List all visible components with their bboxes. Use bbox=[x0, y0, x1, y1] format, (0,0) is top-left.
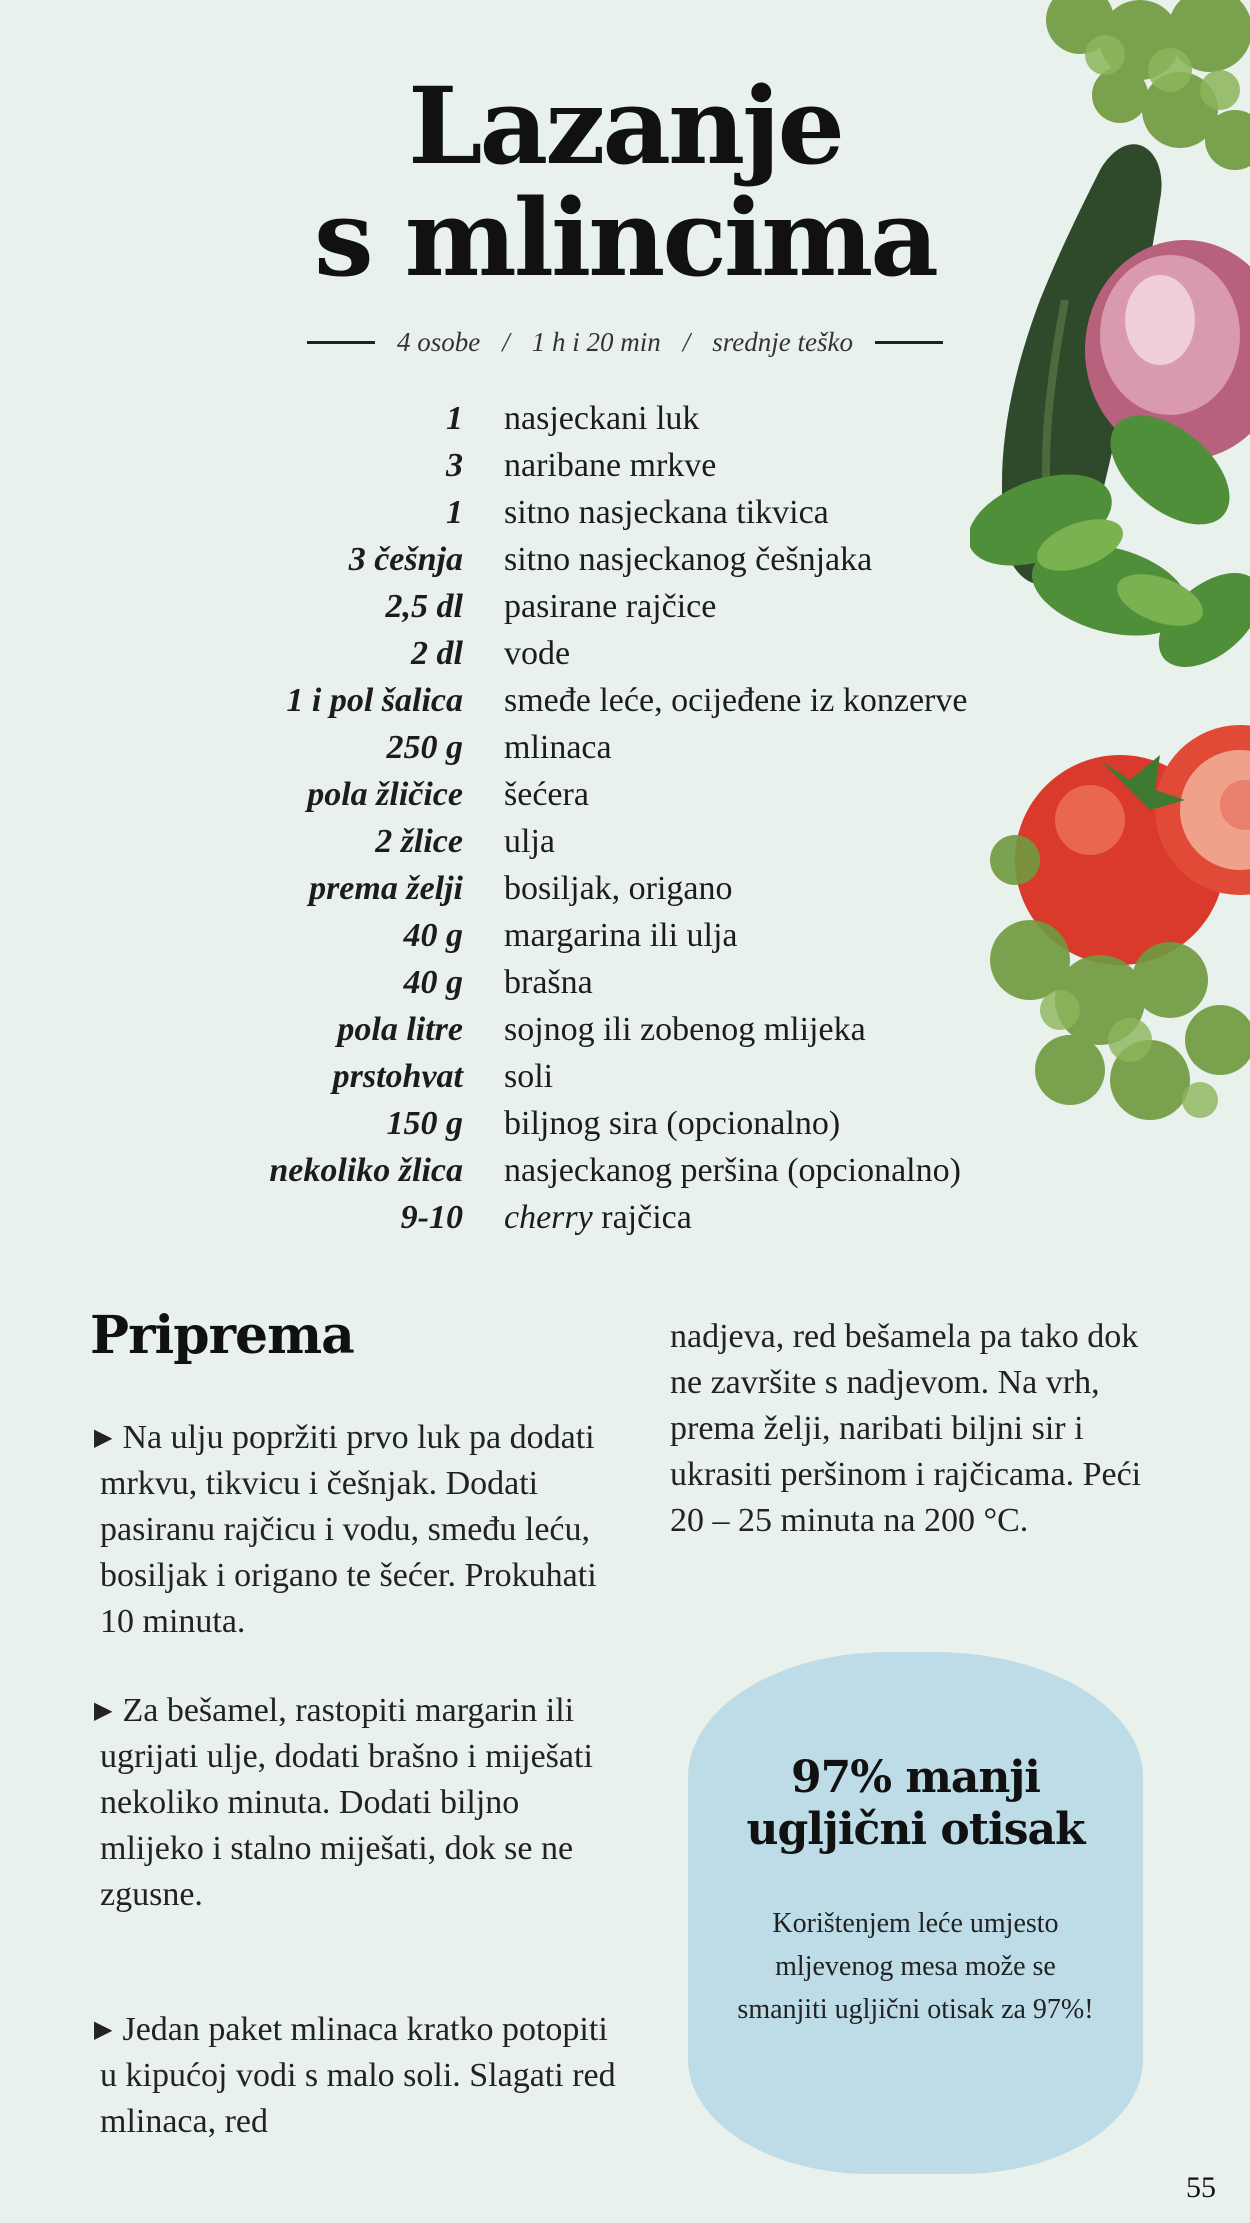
meta-separator: / bbox=[682, 326, 691, 357]
ingredient-name: ulja bbox=[504, 823, 555, 860]
ingredient-quantity: 3 češnja bbox=[348, 541, 463, 578]
ingredient-quantity: 2,5 dl bbox=[385, 588, 463, 625]
ingredient-name-italic: cherry bbox=[504, 1199, 593, 1236]
ingredient-name: pasirane rajčice bbox=[504, 588, 717, 625]
ingredient-row bbox=[0, 819, 1250, 866]
ingredient-row bbox=[0, 913, 1250, 960]
info-box-title-line-1: 97% manji bbox=[790, 1752, 1041, 1803]
ingredient-name: nasjeckanog peršina (opcionalno) bbox=[504, 1152, 961, 1189]
ingredient-row bbox=[0, 1054, 1250, 1101]
bullet-arrow-icon: ▶ bbox=[94, 2017, 113, 2043]
ingredient-name: margarina ili ulja bbox=[504, 917, 738, 954]
ingredient-quantity: 150 g bbox=[386, 1105, 463, 1142]
ingredient-quantity: 3 bbox=[446, 447, 463, 484]
ingredient-row bbox=[0, 725, 1250, 772]
info-box-title-line-2: ugljični otisak bbox=[746, 1804, 1085, 1855]
ingredients-list bbox=[0, 396, 1250, 1242]
servings: 4 osobe bbox=[396, 326, 481, 357]
preparation-step bbox=[94, 1415, 620, 1645]
step-text: Na ulju popržiti prvo luk pa dodati mrkvu, tikvicu i češnjak. Dodati pasiranu rajčicu i vodu, smeđu leću, bosiljak i origano te šećer. Prokuhati 10 minuta. bbox=[100, 1419, 597, 1640]
ingredient-row bbox=[0, 631, 1250, 678]
title-line-2: s mlincima bbox=[314, 175, 936, 300]
ingredient-name: soli bbox=[504, 1058, 554, 1095]
cooking-time: 1 h i 20 min bbox=[531, 326, 661, 357]
ingredient-name: sojnog ili zobenog mlijeka bbox=[504, 1011, 866, 1048]
recipe-meta bbox=[255, 322, 995, 362]
ingredient-quantity: 9-10 bbox=[400, 1199, 463, 1236]
preparation-step bbox=[94, 2007, 620, 2145]
ingredient-row bbox=[0, 960, 1250, 1007]
ingredient-name: nasjeckani luk bbox=[504, 400, 700, 437]
ingredient-name: sitno nasjeckana tikvica bbox=[504, 494, 829, 531]
ingredient-quantity: pola litre bbox=[337, 1011, 463, 1048]
ingredient-row bbox=[0, 443, 1250, 490]
ingredient-quantity: prstohvat bbox=[332, 1058, 463, 1095]
bullet-arrow-icon: ▶ bbox=[94, 1425, 113, 1451]
ingredient-name: bosiljak, origano bbox=[504, 870, 733, 907]
ingredient-row bbox=[0, 772, 1250, 819]
ingredient-row bbox=[0, 537, 1250, 584]
ingredient-quantity: 250 g bbox=[386, 729, 463, 766]
title-line-1: Lazanje bbox=[408, 63, 842, 188]
step-text: Za bešamel, rastopiti margarin ili ugrijati ulje, dodati brašno i miješati nekoliko minuta. Dodati biljno mlijeko i stalno miješati, dok se ne zgusne. bbox=[100, 1692, 593, 1913]
ingredient-quantity: 40 g bbox=[403, 964, 463, 1001]
ingredient-name: vode bbox=[504, 635, 571, 672]
ingredient-name: naribane mrkve bbox=[504, 447, 717, 484]
ingredient-quantity: prema želji bbox=[309, 870, 463, 907]
page-number: 55 bbox=[1186, 2171, 1216, 2204]
ingredient-name-rest: rajčica bbox=[592, 1199, 692, 1236]
ingredient-row bbox=[0, 1101, 1250, 1148]
bullet-arrow-icon: ▶ bbox=[94, 1698, 113, 1724]
ingredient-row bbox=[0, 1007, 1250, 1054]
ingredient-row bbox=[0, 584, 1250, 631]
step-text: Jedan paket mlinaca kratko potopiti u kipućoj vodi s malo soli. Slagati red mlinaca, red bbox=[100, 2011, 616, 2140]
difficulty: srednje teško bbox=[712, 326, 853, 357]
ingredient-name: brašna bbox=[504, 964, 593, 1001]
ingredient-row bbox=[0, 866, 1250, 913]
ingredient-row bbox=[0, 396, 1250, 443]
preparation-heading: Priprema bbox=[90, 1305, 354, 1366]
ingredient-quantity: 2 dl bbox=[411, 635, 463, 672]
ingredient-row bbox=[0, 490, 1250, 537]
ingredient-name: šećera bbox=[504, 776, 589, 813]
ingredient-name: sitno nasjeckanog češnjaka bbox=[504, 541, 873, 578]
ingredient-quantity: pola žličice bbox=[307, 776, 463, 813]
preparation-continued: nadjeva, red bešamela pa tako dok ne završite s nadjevom. Na vrh, prema želji, naribati biljni sir i ukrasiti peršinom i rajčicama. Peći 20 – 25 minuta na 200 °C. bbox=[670, 1318, 1142, 1539]
meta-separator: / bbox=[502, 326, 510, 357]
ingredient-row bbox=[0, 1195, 1250, 1242]
ingredient-quantity: 2 žlice bbox=[375, 823, 463, 860]
ingredient-name: mlinaca bbox=[504, 729, 612, 766]
ingredient-row bbox=[0, 1148, 1250, 1195]
ingredient-name: biljnog sira (opcionalno) bbox=[504, 1105, 841, 1142]
divider-right bbox=[875, 341, 943, 344]
ingredient-quantity: nekoliko žlica bbox=[269, 1152, 463, 1189]
ingredient-quantity: 1 i pol šalica bbox=[286, 682, 463, 719]
ingredient-quantity: 1 bbox=[446, 400, 463, 437]
divider-left bbox=[307, 341, 375, 344]
ingredient-quantity: 40 g bbox=[403, 917, 463, 954]
recipe-title bbox=[0, 63, 1250, 300]
preparation-step bbox=[94, 1688, 620, 1918]
info-box-title bbox=[688, 1752, 1143, 1856]
info-box-text: Korištenjem leće umjesto mljevenog mesa može se smanjiti ugljični otisak za 97%! bbox=[737, 1908, 1094, 2025]
ingredient-quantity: 1 bbox=[446, 494, 463, 531]
ingredient-name: smeđe leće, ocijeđene iz konzerve bbox=[504, 682, 968, 719]
ingredient-name bbox=[504, 1195, 692, 1241]
ingredient-row bbox=[0, 678, 1250, 725]
